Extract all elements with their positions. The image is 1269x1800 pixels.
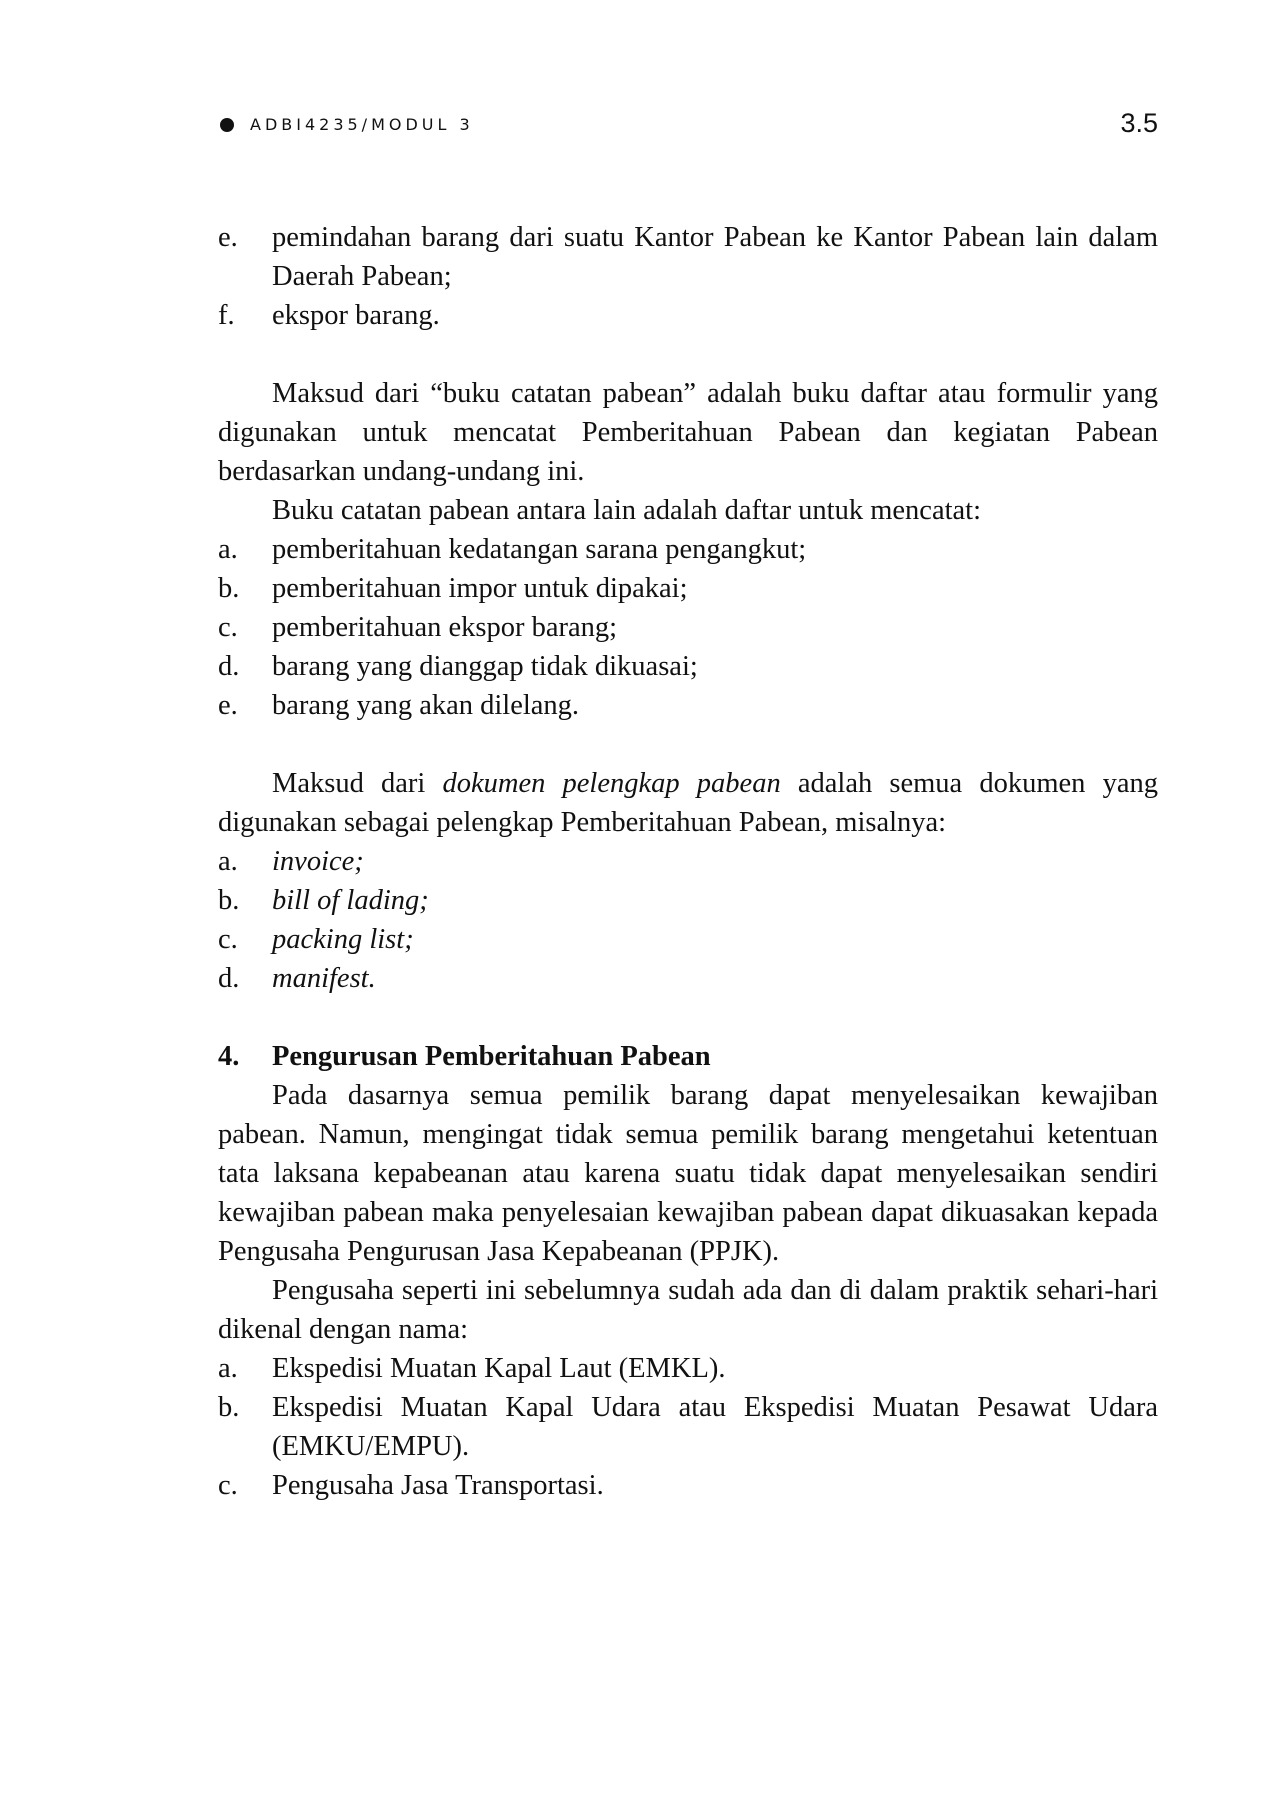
paragraph-buku-list-intro: Buku catatan pabean antara lain adalah daftar untuk mencatat: xyxy=(272,495,981,526)
section-heading xyxy=(218,1037,1158,1076)
list-text: Ekspedisi Muatan Kapal Laut (EMKL). xyxy=(272,1353,726,1384)
list-text: packing list; xyxy=(272,924,414,955)
text-run: Maksud dari xyxy=(272,768,443,799)
list-item xyxy=(218,569,1158,608)
list-label: e. xyxy=(218,222,238,253)
list-label: a. xyxy=(218,846,238,877)
list-item xyxy=(218,686,1158,725)
text-run: adalah semua dokumen yang digunakan sebagai pelengkap Pemberitahuan Pabean, misalnya: xyxy=(218,768,1158,838)
list-label: a. xyxy=(218,534,238,565)
list-label: b. xyxy=(218,573,240,604)
list-item xyxy=(218,920,1158,959)
list-label: c. xyxy=(218,1470,238,1501)
paragraph-dokumen-pelengkap xyxy=(218,764,1158,842)
module-title: ADBI4235/MODUL 3 xyxy=(250,115,474,134)
list-item xyxy=(218,1388,1158,1466)
list-item xyxy=(218,218,1158,296)
paragraph-buku-catatan: Maksud dari “buku catatan pabean” adalah buku daftar atau formulir yang digunakan untuk mencatat Pemberitahuan Pabean dan kegiatan Pabean berdasarkan undang-undang ini. xyxy=(218,378,1158,487)
list-text: manifest. xyxy=(272,963,376,994)
list-label: f. xyxy=(218,300,235,331)
list-item xyxy=(218,881,1158,920)
list-item xyxy=(218,608,1158,647)
list-label: c. xyxy=(218,924,238,955)
paragraph-section4-1: Pada dasarnya semua pemilik barang dapat menyelesaikan kewajiban pabean. Namun, mengingat tidak semua pemilik barang mengetahui ketentuan tata laksana kepabeanan atau karena suatu tidak dapat menyelesaikan sendiri kewajiban pabean maka penyelesaian kewajiban pabean dapat dikuasakan kepada Pengusaha Pengurusan Jasa Kepabeanan (PPJK). xyxy=(218,1080,1158,1267)
list-label: b. xyxy=(218,885,240,916)
italic-term: dokumen pelengkap pabean xyxy=(442,768,781,799)
list-item xyxy=(218,1349,1158,1388)
page-number: 3.5 xyxy=(1120,108,1158,138)
list-text: Ekspedisi Muatan Kapal Udara atau Ekspedisi Muatan Pesawat Udara (EMKU/EMPU). xyxy=(272,1392,1158,1462)
list-item xyxy=(218,1466,1158,1505)
list-text: pemberitahuan ekspor barang; xyxy=(272,612,618,643)
section-number: 4. xyxy=(218,1041,240,1072)
list-item xyxy=(218,959,1158,998)
list-text: ekspor barang. xyxy=(272,300,440,331)
list-text: Pengusaha Jasa Transportasi. xyxy=(272,1470,604,1501)
page-header xyxy=(220,108,1158,148)
list-label: c. xyxy=(218,612,238,643)
list-label: d. xyxy=(218,651,240,682)
list-text: pemberitahuan kedatangan sarana pengangkut; xyxy=(272,534,807,565)
paragraph-section4-2: Pengusaha seperti ini sebelumnya sudah ada dan di dalam praktik sehari-hari dikenal dengan nama: xyxy=(218,1275,1158,1345)
list-text: barang yang dianggap tidak dikuasai; xyxy=(272,651,698,682)
list-item xyxy=(218,296,1158,335)
list-text: pemindahan barang dari suatu Kantor Pabean ke Kantor Pabean lain dalam Daerah Pabean; xyxy=(272,222,1158,292)
list-text: barang yang akan dilelang. xyxy=(272,690,580,721)
list-label: d. xyxy=(218,963,240,994)
section-title: Pengurusan Pemberitahuan Pabean xyxy=(272,1041,711,1072)
list-label: a. xyxy=(218,1353,238,1384)
list-item xyxy=(218,530,1158,569)
bullet-icon xyxy=(220,118,234,132)
list-label: b. xyxy=(218,1392,240,1423)
page-body xyxy=(218,218,1158,1505)
list-text: bill of lading; xyxy=(272,885,429,916)
list-item xyxy=(218,842,1158,881)
list-text: invoice; xyxy=(272,846,364,877)
list-label: e. xyxy=(218,690,238,721)
list-text: pemberitahuan impor untuk dipakai; xyxy=(272,573,688,604)
list-item xyxy=(218,647,1158,686)
